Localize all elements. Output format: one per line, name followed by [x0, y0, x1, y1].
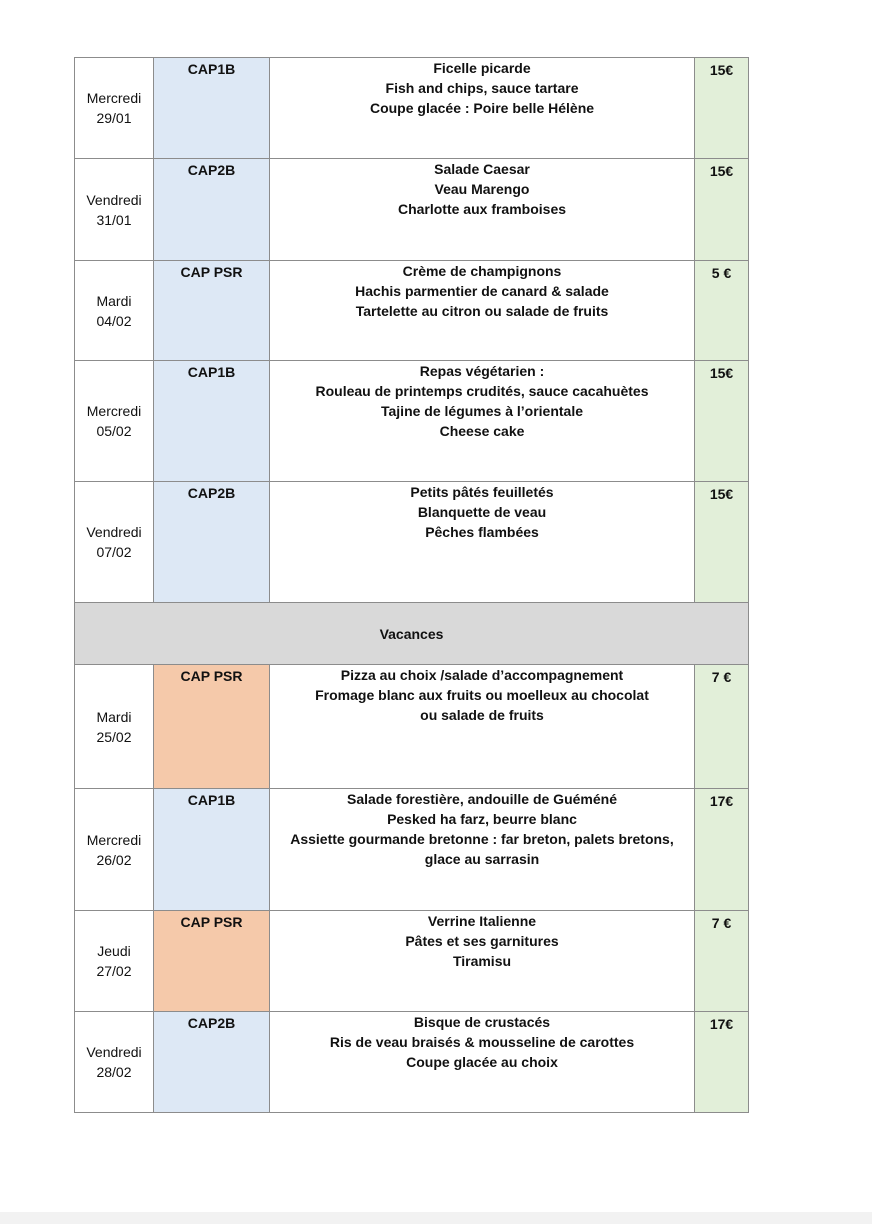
dish-line: Petits pâtés feuilletés [410, 484, 554, 500]
day-name: Mardi [96, 708, 132, 725]
dish-line: Tartelette au citron ou salade de fruits [355, 303, 609, 319]
menu-table [74, 57, 749, 1113]
dishes-cell [270, 361, 695, 482]
price-cell [695, 665, 749, 789]
price-label: 15€ [709, 365, 734, 381]
dish-line: Blanquette de veau [417, 504, 547, 520]
holiday-label: Vacances [379, 625, 444, 642]
dish-line: Charlotte aux framboises [397, 201, 567, 217]
dish-line: Pâtes et ses garnitures [405, 933, 559, 949]
dish-line: Veau Marengo [434, 181, 530, 197]
class-label: CAP2B [187, 162, 236, 178]
day-name: Mercredi [86, 831, 142, 848]
dish-line: Ficelle picarde [433, 60, 531, 76]
class-cell [154, 58, 270, 159]
dish-line: Hachis parmentier de canard & salade [355, 283, 609, 299]
dish-line: Coupe glacée : Poire belle Hélène [369, 100, 595, 116]
page-bottom-band [0, 1212, 872, 1224]
class-label: CAP PSR [180, 914, 243, 930]
day-cell [75, 58, 154, 159]
day-name: Jeudi [97, 943, 131, 959]
dish-line: Salade Caesar [434, 161, 530, 177]
menu-row [75, 665, 749, 789]
dish-line: Assiette gourmande bretonne : far breton, palets bretons, [290, 831, 674, 847]
day-name: Mercredi [86, 403, 142, 419]
class-label: CAP2B [187, 1015, 236, 1031]
dish-line: Rouleau de printemps crudités, sauce cacahuètes [315, 383, 649, 399]
dish-line: Repas végétarien : [419, 363, 545, 379]
day-date: 25/02 [96, 728, 132, 745]
class-cell [154, 159, 270, 261]
menu-row [75, 58, 749, 159]
dish-line: Salade forestière, andouille de Guéméné [347, 791, 617, 807]
price-label: 7 € [711, 915, 732, 931]
dishes-cell [270, 665, 695, 789]
day-date: 31/01 [96, 211, 132, 228]
dish-line: Pizza au choix /salade d’accompagnement [340, 667, 624, 683]
day-cell [75, 261, 154, 361]
day-date: 05/02 [96, 423, 132, 439]
price-cell [695, 789, 749, 911]
class-cell [154, 361, 270, 482]
menu-row [75, 261, 749, 361]
price-label: 15€ [709, 163, 734, 179]
dish-line: Cheese cake [439, 423, 525, 439]
dish-line: Crème de champignons [402, 263, 562, 279]
menu-row [75, 911, 749, 1012]
price-cell [695, 261, 749, 361]
dishes-cell [270, 789, 695, 911]
price-cell [695, 361, 749, 482]
price-cell [695, 159, 749, 261]
price-label: 15€ [709, 62, 734, 78]
price-cell [695, 911, 749, 1012]
holiday-row [75, 603, 749, 665]
dishes-cell [270, 159, 695, 261]
dish-line: Pesked ha farz, beurre blanc [387, 811, 577, 827]
menu-row [75, 482, 749, 603]
dish-line: Fish and chips, sauce tartare [385, 80, 579, 96]
day-name: Vendredi [86, 1044, 142, 1060]
day-cell [75, 159, 154, 261]
dish-line: Ris de veau braisés & mousseline de carottes [329, 1034, 635, 1050]
dish-line: Bisque de crustacés [413, 1014, 551, 1030]
day-name: Vendredi [86, 191, 142, 208]
class-label: CAP2B [187, 485, 236, 501]
dish-line: Tajine de légumes à l’orientale [380, 403, 584, 419]
day-name: Mercredi [86, 90, 142, 106]
day-date: 28/02 [96, 1064, 132, 1080]
day-date: 26/02 [96, 851, 132, 868]
price-label: 7 € [711, 669, 732, 685]
menu-row [75, 789, 749, 911]
class-cell [154, 482, 270, 603]
day-date: 27/02 [96, 963, 132, 979]
menu-row [75, 159, 749, 261]
class-label: CAP1B [187, 61, 236, 77]
price-label: 17€ [709, 793, 734, 809]
dishes-cell [270, 482, 695, 603]
price-label: 5 € [711, 265, 732, 281]
dish-line: glace au sarrasin [424, 851, 540, 867]
day-cell [75, 665, 154, 789]
class-label: CAP1B [187, 792, 236, 808]
class-cell [154, 1012, 270, 1113]
class-cell [154, 665, 270, 789]
day-date: 07/02 [96, 544, 132, 560]
day-date: 29/01 [96, 110, 132, 126]
dishes-cell [270, 1012, 695, 1113]
dish-line: Tiramisu [452, 953, 512, 969]
dish-line: Verrine Italienne [427, 913, 537, 929]
day-cell [75, 911, 154, 1012]
price-cell [695, 58, 749, 159]
class-cell [154, 261, 270, 361]
price-label: 15€ [709, 486, 734, 502]
class-cell [154, 911, 270, 1012]
day-cell [75, 361, 154, 482]
price-label: 17€ [709, 1016, 734, 1032]
day-cell [75, 482, 154, 603]
dishes-cell [270, 58, 695, 159]
class-label: CAP1B [187, 364, 236, 380]
dish-line: Coupe glacée au choix [406, 1054, 558, 1070]
dish-line: ou salade de fruits [420, 707, 544, 723]
menu-row [75, 1012, 749, 1113]
dishes-cell [270, 911, 695, 1012]
day-cell [75, 1012, 154, 1113]
dish-line: Pêches flambées [425, 524, 539, 540]
holiday-cell [75, 603, 749, 665]
dishes-cell [270, 261, 695, 361]
class-cell [154, 789, 270, 911]
day-date: 04/02 [96, 312, 132, 329]
day-name: Vendredi [86, 524, 142, 540]
class-label: CAP PSR [180, 668, 243, 684]
menu-row [75, 361, 749, 482]
price-cell [695, 482, 749, 603]
price-cell [695, 1012, 749, 1113]
dish-line: Fromage blanc aux fruits ou moelleux au chocolat [315, 687, 649, 703]
class-label: CAP PSR [180, 264, 243, 280]
day-name: Mardi [96, 292, 132, 309]
day-cell [75, 789, 154, 911]
